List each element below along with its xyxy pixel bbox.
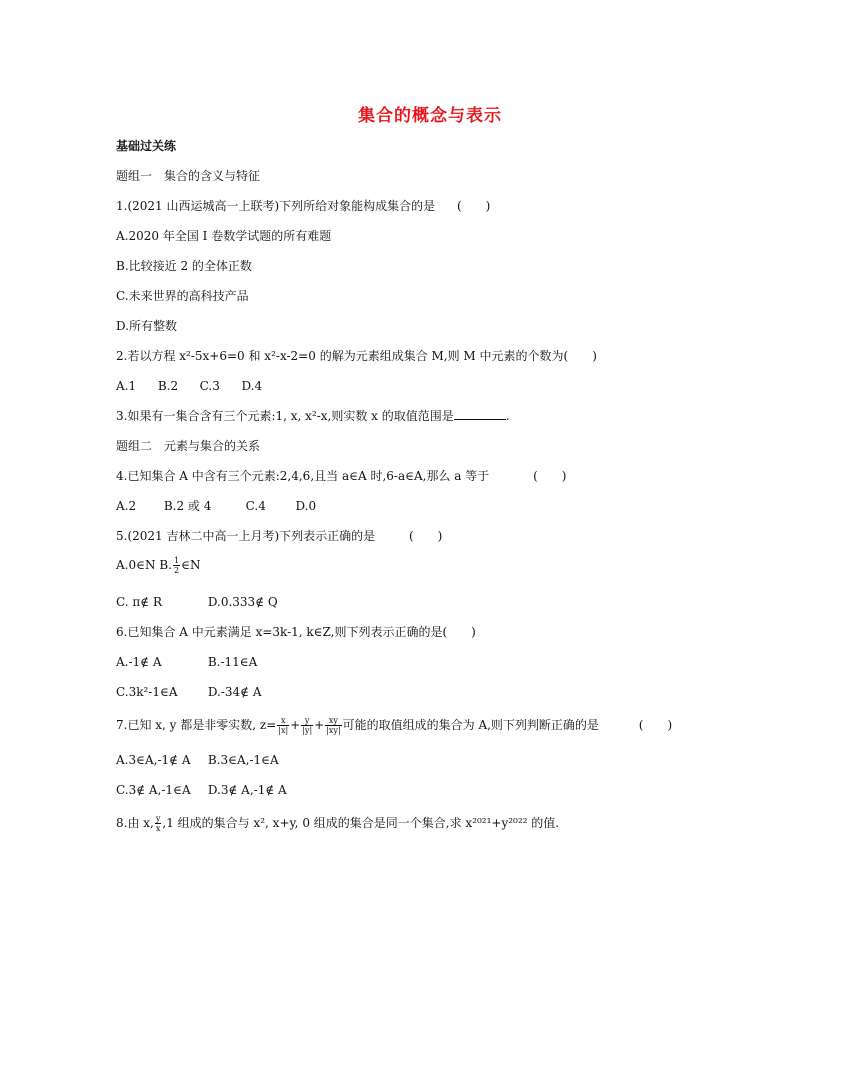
plus-sign: +: [314, 718, 325, 732]
group-heading-1: 题组一 集合的含义与特征: [116, 169, 261, 183]
question-1-option-d: D.所有整数: [116, 319, 178, 333]
question-6-option-d: D.-34∉ A: [207, 685, 262, 699]
question-7-option-a: A.3∈A,-1∉ A: [116, 753, 191, 767]
fraction-xy-over-abs-xy: [325, 716, 341, 735]
page-title: 集合的概念与表示: [358, 106, 502, 126]
question-1-option-a: A.2020 年全国 I 卷数学试题的所有难题: [116, 229, 332, 243]
question-1-answer-paren: ( ): [457, 199, 491, 213]
question-2-option-c: C.3: [199, 379, 220, 393]
question-6-options-cd: [116, 684, 262, 700]
question-5-option-b-suffix: ∈N: [181, 558, 201, 572]
question-5-options-cd: [116, 594, 278, 610]
question-5-answer-paren: ( ): [409, 529, 443, 543]
section-heading: 基础过关练: [116, 139, 177, 153]
question-4-option-b: B.2 或 4: [163, 499, 212, 513]
question-2-option-d: D.4: [241, 379, 263, 393]
group-heading-2: 题组二 元素与集合的关系: [116, 439, 261, 453]
question-4-options: [116, 498, 316, 514]
fraction-one-half: [173, 556, 180, 575]
question-2-option-a: A.1: [116, 379, 137, 393]
question-1-option-c: C.未来世界的高科技产品: [116, 289, 249, 303]
question-7-option-d: D.3∉ A,-1∉ A: [207, 783, 287, 797]
question-2-option-b: B.2: [157, 379, 179, 393]
question-1-option-b: B.比较接近 2 的全体正数: [116, 259, 252, 273]
fraction-numerator: xy: [325, 716, 341, 726]
fraction-denominator: |y|: [302, 726, 313, 735]
question-1-stem: [116, 198, 490, 214]
fraction-numerator: y: [301, 716, 313, 726]
question-6-stem: 6.已知集合 A 中元素满足 x=3k-1, k∈Z,则下列表示正确的是( ): [116, 625, 476, 639]
question-4-option-c: C.4: [245, 499, 266, 513]
question-6-options-ab: [116, 654, 257, 670]
fraction-denominator: |xy|: [326, 726, 341, 735]
fraction-denominator: x: [155, 824, 161, 833]
question-7-option-b: B.3∈A,-1∈A: [207, 753, 279, 767]
fraction-numerator: 1: [173, 556, 180, 565]
question-3-end: .: [505, 409, 510, 423]
fraction-denominator: |x|: [278, 726, 289, 735]
question-7-suffix: 可能的取值组成的集合为 A,则下列判断正确的是: [342, 718, 599, 732]
question-5-text: 5.(2021 吉林二中高一上月考)下列表示正确的是: [116, 529, 376, 543]
fraction-x-over-abs-x: [277, 716, 289, 735]
plus-sign: +: [290, 718, 301, 732]
question-6-option-a: A.-1∉ A: [116, 655, 162, 669]
question-8-suffix: ,1 组成的集合与 x², x+y, 0 组成的集合是同一个集合,求 x²⁰²¹+y²⁰²² 的值.: [162, 816, 560, 830]
question-4-text: 4.已知集合 A 中含有三个元素:2,4,6,且当 a∈A 时,6-a∈A,那么 a 等于: [116, 469, 490, 483]
question-5-stem: [116, 528, 442, 544]
question-7-stem: [116, 716, 672, 735]
question-7-options-cd: [116, 782, 287, 798]
question-5-option-b-prefix: B.: [159, 558, 172, 572]
question-1-text: 1.(2021 山西运城高一上联考)下列所给对象能构成集合的是: [116, 199, 436, 213]
question-4-answer-paren: ( ): [533, 469, 567, 483]
question-8-prefix: 8.由 x,: [116, 816, 154, 830]
fraction-numerator: x: [277, 716, 289, 726]
question-5-option-d: D.0.333∉ Q: [207, 595, 278, 609]
fraction-y-over-abs-y: [301, 716, 313, 735]
question-6-option-c: C.3k²-1∈A: [116, 685, 178, 699]
question-2-stem: 2.若以方程 x²-5x+6=0 和 x²-x-2=0 的解为元素组成集合 M,则 M 中元素的个数为( ): [116, 349, 597, 363]
fraction-denominator: 2: [173, 566, 180, 575]
fraction-numerator: y: [155, 814, 161, 823]
question-4-option-d: D.0: [295, 499, 317, 513]
question-5-options-ab: [116, 556, 200, 575]
question-5-option-a: A.0∈N: [116, 558, 156, 572]
question-6-option-b: B.-11∈A: [207, 655, 258, 669]
question-8-stem: [116, 814, 559, 833]
question-7-option-c: C.3∉ A,-1∈A: [116, 783, 191, 797]
question-7-options-ab: [116, 752, 279, 768]
question-4-stem: [116, 468, 566, 484]
question-3-text: 3.如果有一集合含有三个元素:1, x, x²-x,则实数 x 的取值范围是: [116, 409, 454, 423]
question-4-option-a: A.2: [116, 499, 137, 513]
answer-blank: [454, 408, 506, 420]
question-7-answer-paren: ( ): [638, 718, 673, 732]
question-2-options: [116, 378, 262, 394]
question-5-option-c: C. π∉ R: [116, 595, 163, 609]
question-3-stem: [116, 408, 510, 424]
question-7-prefix: 7.已知 x, y 都是非零实数, z=: [116, 718, 277, 732]
fraction-y-over-x: [155, 814, 162, 833]
